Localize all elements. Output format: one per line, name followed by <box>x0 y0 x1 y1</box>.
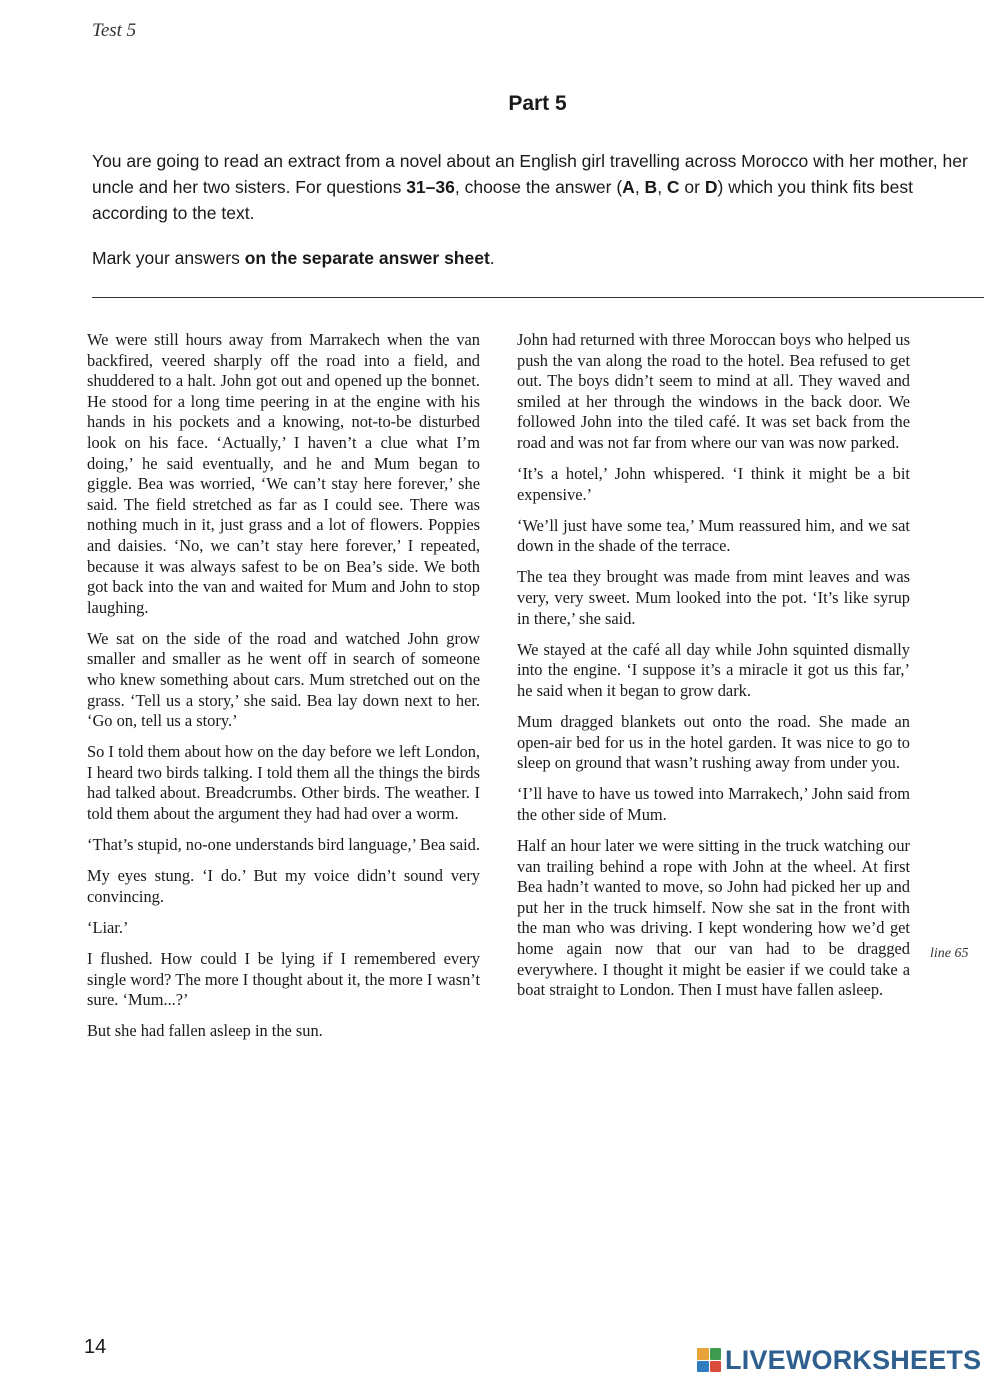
brand-mark-square <box>697 1348 709 1360</box>
page-number: 14 <box>84 1336 107 1358</box>
running-head: Test 5 <box>92 20 137 41</box>
paragraph: My eyes stung. ‘I do.’ But my voice didn’t sound very convincing. <box>87 866 480 906</box>
brand-mark-square <box>710 1361 722 1373</box>
option-a-label: A <box>622 177 635 197</box>
instructions-text: You are going to read an extract from a novel about an English girl travelling across Morocco with her mother, her uncle and her two sisters. For questions <box>92 151 968 197</box>
instructions-separator: or <box>679 177 705 197</box>
paragraph: We were still hours away from Marrakech when the van backfired, veered sharply off the road into a field, and shuddered to a halt. John got out and opened up the bonnet. He stood for a long time peering in at the engine with his hands in his pockets and a knowing, not-to-be disturbed look on his face. ‘Actually,’ I haven’t a clue what I’m doing,’ he said eventually, and he and Mum began to giggle. Bea was worried, ‘We can’t stay here forever,’ she said. The field stretched as far as I could see. There was nothing much in it, just grass and a lot of flowers. Poppies and daisies. ‘No, we can’t stay here forever,’ I repeated, because it was always safest to be on Bea’s side. We both got back into the van and waited for Mum and John to stop laughing. <box>87 330 480 617</box>
paragraph: ‘I’ll have to have us towed into Marrakech,’ John said from the other side of Mum. <box>517 784 910 824</box>
paragraph: ‘We’ll just have some tea,’ Mum reassured him, and we sat down in the shade of the terrace. <box>517 515 910 556</box>
instructions-separator: , <box>657 177 667 197</box>
paragraph: So I told them about how on the day before we left London, I heard two birds talking. I told them all the things the birds had talked about. Breadcrumbs. Other birds. The weather. I told them about the argument they had had over a worm. <box>87 742 480 824</box>
paragraph: ‘That’s stupid, no-one understands bird language,’ Bea said. <box>87 835 480 855</box>
question-range: 31–36 <box>406 177 455 197</box>
brand-mark-square <box>697 1361 709 1373</box>
option-b-label: B <box>644 177 658 197</box>
instructions-paragraph <box>92 148 992 226</box>
paragraph: John had returned with three Moroccan boys who helped us push the van along the road to the hotel. Bea refused to get out. The boys didn’t seem to mind at all. They waved and smiled at her through the windows in the back door. We followed John into the tiled café. It was set back from the road and was not far from where our van was now parked. <box>517 330 910 452</box>
brand-mark-icon <box>697 1348 721 1372</box>
text-column-right <box>517 330 910 1011</box>
paragraph: ‘It’s a hotel,’ John whispered. ‘I think it might be a bit expensive.’ <box>517 464 910 504</box>
answer-sheet-note <box>92 245 992 271</box>
instructions-text: Mark your answers <box>92 248 245 268</box>
part-title: Part 5 <box>508 92 567 115</box>
line-number-note: line 65 <box>930 946 969 961</box>
paragraph: But she had fallen asleep in the sun. <box>87 1021 323 1041</box>
instructions <box>92 148 992 271</box>
paragraph: The tea they brought was made from mint leaves and was very, very sweet. Mum looked into the pot. ‘It’s like syrup in there,’ she said. <box>517 567 910 628</box>
paragraph: I flushed. How could I be lying if I remembered every single word? The more I thought about it, the more I wasn’t sure. ‘Mum...?’ <box>87 949 480 1010</box>
paragraph: We stayed at the café all day while John squinted dismally into the engine. ‘I suppose it’s a miracle it got us this far,’ he said when it began to grow dark. <box>517 639 910 700</box>
paragraph: We sat on the side of the road and watched John grow smaller and smaller as he went off in search of someone who knew something about cars. Mum stretched out on the grass. ‘Tell us a story,’ she said. Bea lay down next to her. ‘Go on, tell us a story.’ <box>87 628 480 731</box>
brand-name: LIVEWORKSHEETS <box>725 1344 982 1375</box>
instructions-separator: , <box>634 177 645 197</box>
text-column-left <box>87 330 480 1052</box>
option-c-label: C <box>666 177 680 197</box>
paragraph: Mum dragged blankets out onto the road. She made an open-air bed for us in the hotel garden. It was nice to go to sleep on ground that wasn’t rushing away from under you. <box>517 712 910 773</box>
answer-sheet-emphasis: on the separate answer sheet <box>244 248 490 268</box>
brand-logo[interactable] <box>697 1344 981 1376</box>
instructions-text: ) which you think fits best according to the text. <box>92 177 913 223</box>
instructions-text: , choose the answer ( <box>454 177 623 197</box>
paragraph: ‘Liar.’ <box>87 917 129 937</box>
divider-rule <box>92 297 984 298</box>
instructions-text: . <box>489 248 495 268</box>
brand-mark-square <box>710 1348 722 1360</box>
option-d-label: D <box>704 177 718 197</box>
paragraph: Half an hour later we were sitting in the truck watching our van trailing behind a rope with John at the wheel. At first Bea hadn’t wanted to move, so John had picked her up and put her in the truck himself. Now she sat in the front with the man who was driving. I kept wondering how we’d get home again now that our van had to be dragged everywhere. I thought it might be easier if we could take a boat straight to London. Then I must have fallen asleep. <box>517 835 910 1000</box>
